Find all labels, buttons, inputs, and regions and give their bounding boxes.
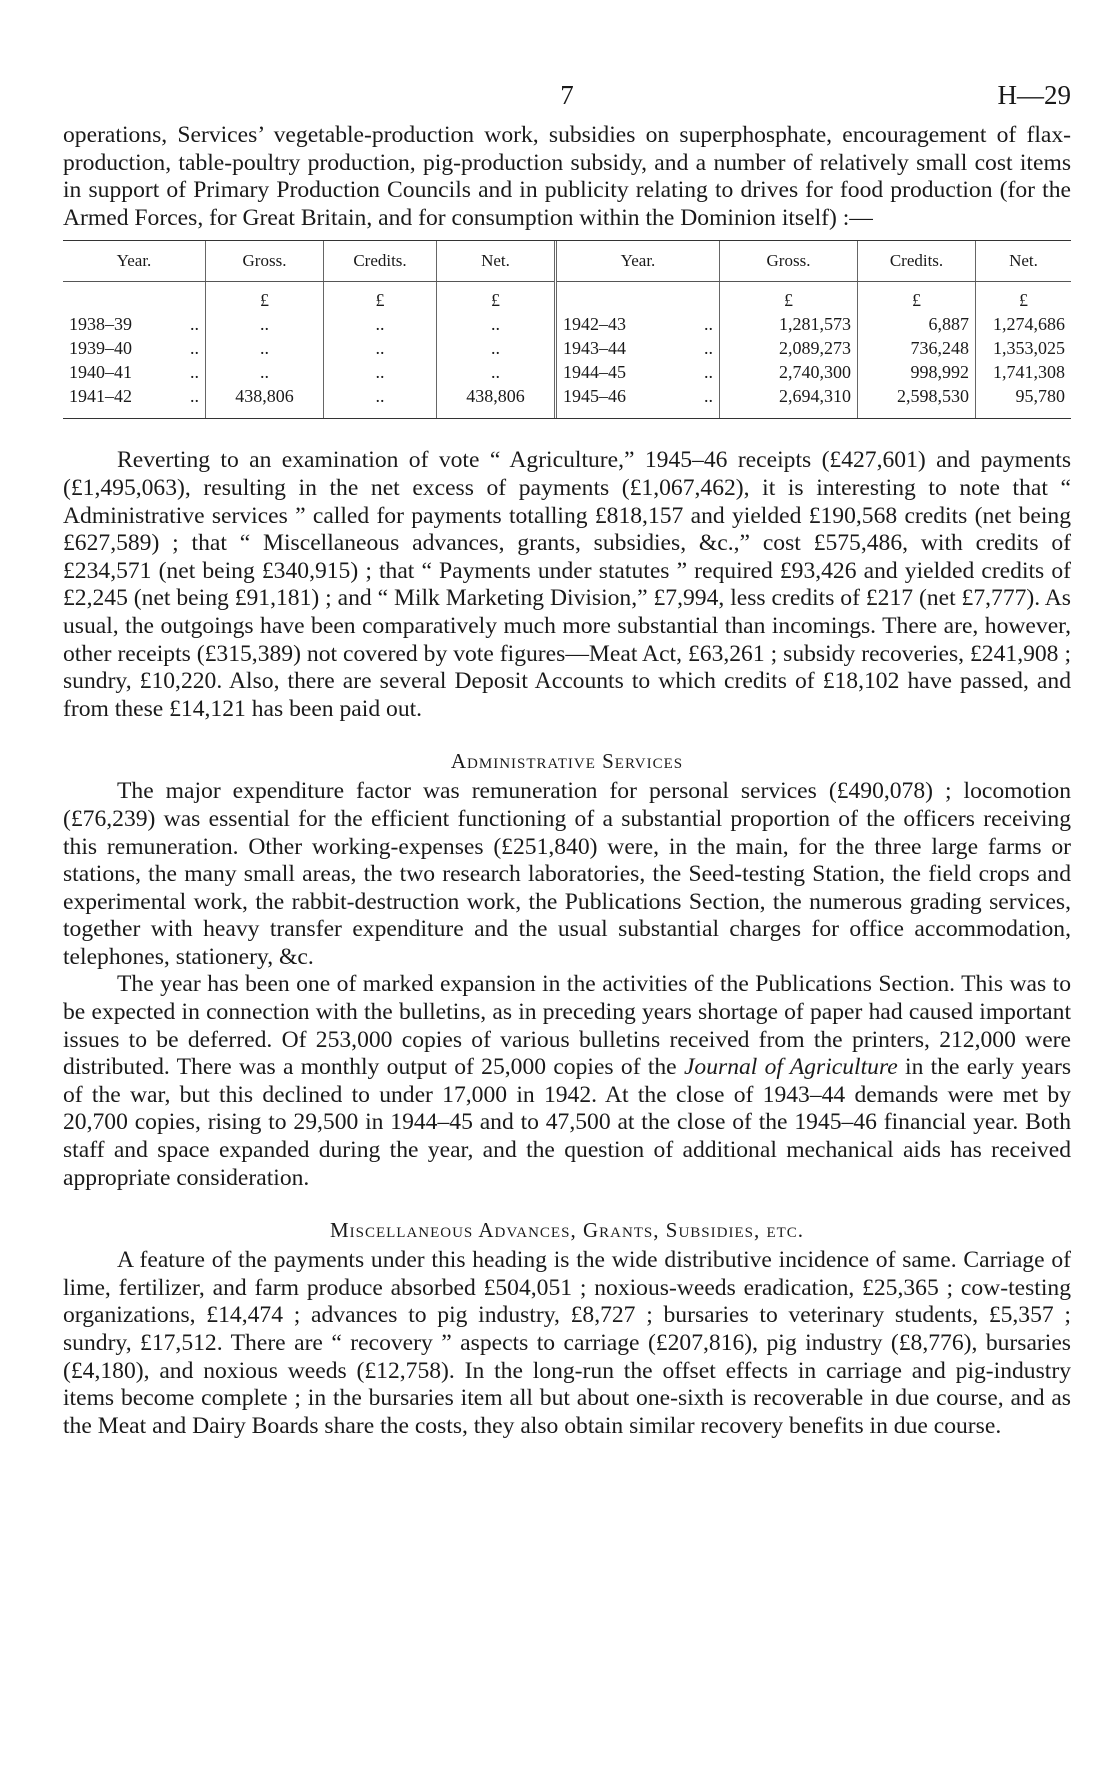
table-cell: 2,694,310 xyxy=(720,384,858,418)
column-header: Credits. xyxy=(324,241,437,282)
table-cell: 1938–39 .. xyxy=(63,312,206,336)
unit-label: £ xyxy=(858,282,976,313)
intro-paragraph: operations, Services’ vegetable-production work, subsidies on superphosphate, encouragement of flax-production, table-poultry production, pig-production subsidy, and a number of relatively small cost items in support of Primary Production Councils and in publicity relating to drives for food production (for the Armed Forces, for Great Britain, and for consumption within the Dominion itself) :— xyxy=(63,122,1071,231)
table-cell: 1941–42 .. xyxy=(63,384,206,418)
column-header: Year. xyxy=(63,241,206,282)
column-header: Net. xyxy=(437,241,556,282)
table-cell: 998,992 xyxy=(858,360,976,384)
document-reference: H—29 xyxy=(997,80,1071,110)
table-cell: 1,741,308 xyxy=(993,362,1065,383)
column-header: Credits. xyxy=(858,241,976,282)
table-row xyxy=(63,384,1071,418)
table-cell: .. xyxy=(437,336,556,360)
table-cell: 438,806 xyxy=(437,384,556,418)
table-cell: 438,806 xyxy=(206,384,324,418)
column-header: Net. xyxy=(976,241,1072,282)
table-cell: 1,281,573 xyxy=(720,312,858,336)
table-cell: 1939–40 .. xyxy=(63,336,206,360)
table-cell: 2,089,273 xyxy=(720,336,858,360)
table-cell: 1940–41 .. xyxy=(63,360,206,384)
table-cell: 1,274,686 xyxy=(993,314,1065,335)
table-cell: 1945–46 .. xyxy=(556,384,720,418)
page-number: 7 xyxy=(560,80,574,110)
column-header: Gross. xyxy=(206,241,324,282)
table-row xyxy=(63,312,1071,336)
reverting-paragraph: Reverting to an examination of vote “ Agriculture,” 1945–46 receipts (£427,601) and payments (£1,495,063), resulting in the net excess of payments (£1,067,462), it is interesting to note that “ Administrative services ” called for payments totalling £818,157 and yielded £190,568 credits (net being £627,589) ; that “ Miscellaneous advances, grants, subsidies, &c.,” cost £575,486, with credits of £234,571 (net being £340,915) ; that “ Payments under statutes ” required £93,426 and yielded credits of £2,245 (net being £91,181) ; and “ Milk Marketing Division,” £7,994, less credits of £217 (net £7,777). As usual, the outgoings have been comparatively much more substantial than incomings. There are, however, other receipts (£315,389) not covered by vote figures—Meat Act, £63,261 ; subsidy recoveries, £241,908 ; sundry, £10,220. Also, there are several Deposit Accounts to which credits of £18,102 have passed, and from these £14,121 has been paid out. xyxy=(63,447,1071,722)
page xyxy=(63,70,1071,1440)
table-row xyxy=(63,360,1071,384)
unit-label: £ xyxy=(720,282,858,313)
unit-label: £ xyxy=(324,282,437,313)
unit-row xyxy=(63,282,1071,313)
column-header: Gross. xyxy=(720,241,858,282)
table-cell: .. xyxy=(206,312,324,336)
table-cell: 2,740,300 xyxy=(720,360,858,384)
table-cell: .. xyxy=(324,312,437,336)
admin-paragraph-2: The year has been one of marked expansion in the activities of the Publications Section. This was to be expected in connection with the bulletins, as in preceding years shortage of paper had caused important issues to be deferred. Of 253,000 copies of various bulletins received from the printers, 212,000 were distributed. There was a monthly output of 25,000 copies of the Journal of Agriculture in the early years of the war, but this declined to under 17,000 in 1942. At the close of 1943–44 demands were met by 20,700 copies, rising to 29,500 in 1944–45 and to 47,500 at the close of the 1945–46 financial year. Both staff and space expanded during the year, and the question of additional mechanical aids has received appropriate consideration. xyxy=(63,971,1072,1191)
table-cell: 2,598,530 xyxy=(858,384,976,418)
table-cell: .. xyxy=(206,336,324,360)
table-row xyxy=(63,336,1071,360)
admin-paragraph-1: The major expenditure factor was remuneration for personal services (£490,078) ; locomotion (£76,239) was essential for the efficient functioning of a substantial proportion of the officers receiving this remuneration. Other working-expenses (£251,840) were, in the main, for the three large farms or stations, the many small areas, the two research laboratories, the Seed-testing Station, the field crops and experimental work, the rabbit-destruction work, the Publications Section, the numerous grading services, together with heavy transfer expenditure and the usual substantial charges for office accommodation, telephones, stationery, &c. xyxy=(63,778,1071,970)
table-cell: .. xyxy=(437,360,556,384)
page-header xyxy=(63,70,1071,110)
table-cell: 1942–43 .. xyxy=(556,312,720,336)
unit-label: £ xyxy=(1019,290,1028,311)
table-cell: 1944–45 .. xyxy=(556,360,720,384)
table-cell: .. xyxy=(206,360,324,384)
expenditure-table xyxy=(63,240,1071,419)
section-heading-administrative: Administrative Services xyxy=(450,749,684,774)
table-cell: 1,353,025 xyxy=(993,338,1065,359)
column-header: Year. xyxy=(556,241,720,282)
table-cell: .. xyxy=(324,360,437,384)
table-cell: 736,248 xyxy=(858,336,976,360)
misc-paragraph-1: A feature of the payments under this heading is the wide distributive incidence of same. Carriage of lime, fertilizer, and farm produce absorbed £504,051 ; noxious-weeds eradication, £25,365 ; cow-testing organizations, £14,474 ; advances to pig industry, £8,727 ; bursaries to veterinary students, £5,357 ; sundry, £17,512. There are “ recovery ” aspects to carriage (£207,816), pig industry (£8,776), bursaries (£4,180), and noxious weeds (£12,758). In the long-run the offset effects in carriage and pig-industry items become complete ; in the bursaries item all but about one-sixth is recoverable in due course, and as the Meat and Dairy Boards share the costs, they also obtain similar recovery benefits in due course. xyxy=(63,1247,1071,1439)
table-cell: 95,780 xyxy=(1015,386,1065,407)
table-cell: .. xyxy=(324,384,437,418)
section-heading-miscellaneous: Miscellaneous Advances, Grants, Subsidies, etc. xyxy=(329,1218,805,1243)
table-cell: 6,887 xyxy=(858,312,976,336)
journal-title: Journal of Agriculture xyxy=(683,1054,898,1081)
table-cell: .. xyxy=(324,336,437,360)
unit-label: £ xyxy=(206,282,324,313)
table-cell: 1943–44 .. xyxy=(556,336,720,360)
table-header-row xyxy=(63,241,1071,282)
unit-label: £ xyxy=(437,282,556,313)
table-cell: .. xyxy=(437,312,556,336)
